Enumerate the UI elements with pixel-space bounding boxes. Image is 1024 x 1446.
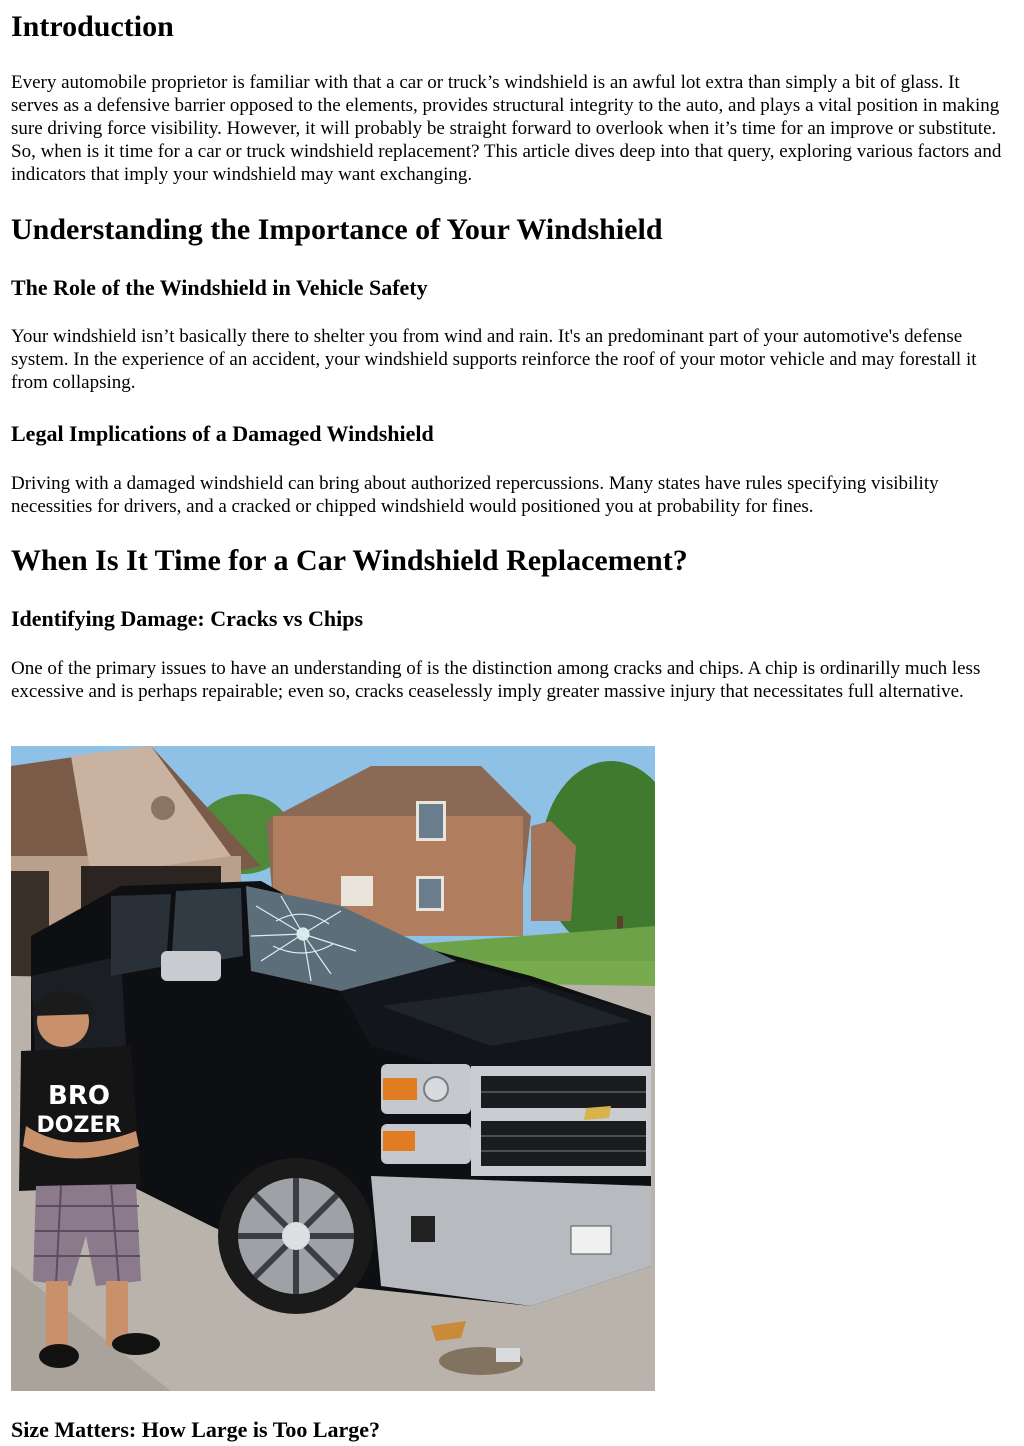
damage-paragraph: One of the primary issues to have an understanding of is the distinction among cracks and chips. A chip is ordinarilly much less excessive and is perhaps repairable; even so, cracks ceaselessly imply greater massive injury that necessitates full alternative. (11, 658, 981, 702)
importance-heading: Understanding the Importance of Your Windshield (11, 213, 663, 246)
legal-paragraph: Driving with a damaged windshield can bring about authorized repercussions. Many states have rules specifying visibility necessities for drivers, and a cracked or chipped windshield would positioned you at probability for fines. (11, 473, 939, 517)
size-heading: Size Matters: How Large is Too Large? (11, 1417, 381, 1442)
role-heading: The Role of the Windshield in Vehicle Safety (11, 275, 428, 300)
intro-paragraph: Every automobile proprietor is familiar with that a car or truck’s windshield is an awful lot extra than simply a bit of glass. It serves as a defensive barrier opposed to the elements, provides structural integrity to the auto, and plays a vital position in making sure driving force visibility. However, it will probably be straight forward to overlook when it’s time for an improve or substitute. So, when is it time for a car or truck windshield replacement? This article dives deep into that query, exploring various factors and indicators that imply your windshield may want exchanging. (11, 72, 1002, 185)
legal-heading: Legal Implications of a Damaged Windshield (11, 421, 434, 446)
when-heading: When Is It Time for a Car Windshield Replacement? (11, 544, 688, 577)
shirt-text-line2: DOZER (36, 1113, 122, 1138)
cracked-windshield-truck-image (11, 746, 655, 1391)
intro-heading: Introduction (11, 10, 174, 43)
role-paragraph: Your windshield isn’t basically there to shelter you from wind and rain. It's an predominant part of your automotive's defense system. In the experience of an accident, your windshield supports reinforce the roof of your motor vehicle and may forestall it from collapsing. (11, 326, 977, 393)
damage-heading: Identifying Damage: Cracks vs Chips (11, 606, 364, 631)
shirt-text-line1: BRO (48, 1081, 110, 1111)
